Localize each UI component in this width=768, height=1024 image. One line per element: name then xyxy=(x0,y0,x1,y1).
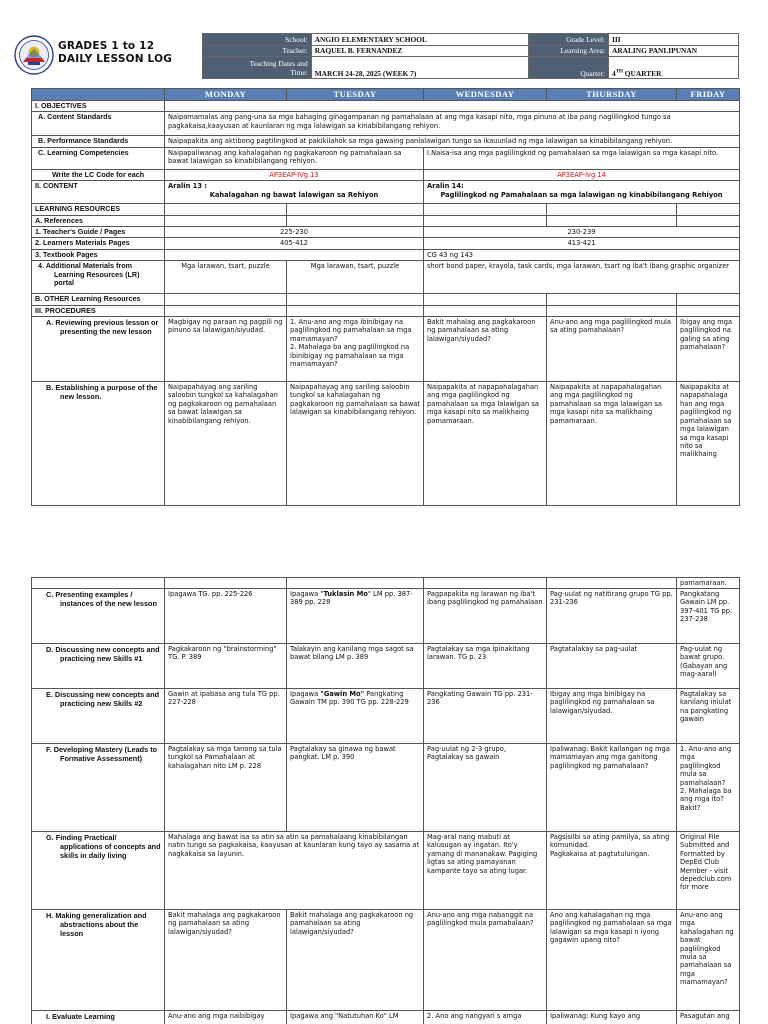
procedure-h-label: H. Making generalization and abstractions about the lesson xyxy=(32,910,165,1011)
procedure-a-fri: Ibigay ang mga paglilingkod na galing sa ating pamahalaan? xyxy=(677,317,740,382)
procedure-f-label: F. Developing Mastery (Leads to Formative Assessment) xyxy=(32,744,165,832)
learners-materials-mon-tue: 405-412 xyxy=(165,238,424,249)
additional-materials-tue: Mga larawan, tsart, puzzle xyxy=(287,261,424,294)
learning-competencies-label: C. Learning Competencies xyxy=(32,147,165,169)
content-standards-label: A. Content Standards xyxy=(32,112,165,136)
teachers-guide-row xyxy=(32,227,740,238)
quarter-label: Quarter: xyxy=(529,57,609,79)
procedure-f-fri: 1. Anu-ano ang mga paglilingkod mula sa pamahalaan? 2. Mahalaga ba ang mga ito? Bakit? xyxy=(677,744,740,832)
textbook-pages-blank xyxy=(165,249,424,260)
pr-blank-fri xyxy=(677,305,740,316)
learning-area-label: Learning Area: xyxy=(529,45,609,57)
additional-materials-wed-fri: short bond paper, krayola, task cards, mga larawan, tsart ng iba't ibang graphic organizer xyxy=(424,261,740,294)
document-title-line2: DAILY LESSON LOG xyxy=(58,53,173,65)
procedure-e-tue-post: Pangkating Gawain TM pp. 390 TG pp. 228-229 xyxy=(290,690,409,707)
procedure-c-tue-bold: Tuklasin Mo xyxy=(323,590,368,598)
pr-blank-tue xyxy=(287,305,424,316)
procedure-i-label: I. Evaluate Learning xyxy=(32,1011,165,1024)
procedure-d-fri: Pag-uulat ng bawat grupo. (Gabayan ang mag-aaral) xyxy=(677,644,740,689)
procedure-f-tue: Pagtalakay sa ginawa ng bawat pangkat. LM p. 390 xyxy=(287,744,424,832)
deped-seal-icon xyxy=(14,35,54,75)
procedure-c-fri: Pangkatang Gawain LM pp. 397-401 TG pp. 237-238 xyxy=(677,589,740,644)
other-resources-label: B. OTHER Learning Resources xyxy=(32,294,165,305)
procedure-e-tue-pre: Ipagawa xyxy=(290,690,321,698)
procedure-b-wed: Naipapakita at napapahalagahan ang mga paglilingkod ng pamahalaan sa mga lalawigan sa mga kasapi nito sa malikhaing pamamaraan. xyxy=(424,382,547,506)
day-header-row xyxy=(32,89,740,101)
ref-blank-wed xyxy=(424,215,547,226)
lesson-log-table-page2 xyxy=(31,577,740,1024)
teacher-value: RAQUEL B. FERNANDEZ xyxy=(311,45,529,57)
procedure-c-thu: Pag-uulat ng natitirang grupo TG pp. 231-236 xyxy=(547,589,677,644)
procedures-row xyxy=(32,305,740,316)
teaching-dates-label xyxy=(203,57,312,79)
learning-resources-label: LEARNING RESOURCES xyxy=(32,204,165,215)
continuation-fri: pamamaraan. xyxy=(677,578,740,589)
procedure-i-thu: Ipaliwanag: Kung kayo ang xyxy=(547,1011,677,1024)
day-monday: MONDAY xyxy=(165,89,287,101)
aralin14-cell xyxy=(424,181,740,204)
procedure-a-label: A. Reviewing previous lesson or presenting the new lesson xyxy=(32,317,165,382)
procedure-b-label: B. Establishing a purpose of the new lesson. xyxy=(32,382,165,506)
ref-blank-fri xyxy=(677,215,740,226)
procedure-g-wed: Mag-aral nang mabuti at kalusugan ay ingatan. Ito'y yamang di mananakaw. Pagiging ligtas sa ating pamayanan kampante tayo sa ating lugar. xyxy=(424,832,547,910)
textbook-pages-row xyxy=(32,249,740,260)
aralin13-label: Aralin 13 : xyxy=(168,182,207,191)
or-blank-thu xyxy=(547,294,677,305)
lesson-log-table-page1 xyxy=(31,88,740,506)
procedure-g-thu: Pagsisilbi sa ating pamilya, sa ating komunidad. Pagkakaisa at pagtutulungan. xyxy=(547,832,677,910)
objectives-label: I. OBJECTIVES xyxy=(32,101,165,112)
procedure-b-fri: Naipapakita at napapahalaga han ang mga paglilingkod ng pamahalaan sa mga lalawigan sa mga kasapi nito sa malikhaing xyxy=(677,382,740,506)
procedure-f-row xyxy=(32,744,740,832)
procedure-h-thu: Ano ang kahalagahan ng mga paglilingkod ng pamahalaan sa mga lalawigan sa mga kasapi n iyong gagawin upang nito? xyxy=(547,910,677,1011)
aralin14-title: Paglilingkod ng Pamahalaan sa mga lalawigan ng kinabibilangang Rehiyon xyxy=(440,190,723,199)
quarter-value xyxy=(608,57,738,79)
performance-standards-text: Naipapakita ang aktibong pagtilingkod at pakikilahok sa mga gawaing panlalawigan tungo sa ikauunlad ng mga lalawigan sa kinabibilangang rehiyon. xyxy=(165,136,740,147)
lr-blank-mon xyxy=(165,204,287,215)
day-thursday: THURSDAY xyxy=(547,89,677,101)
ref-blank-mon xyxy=(165,215,287,226)
cont-blank-label xyxy=(32,578,165,589)
procedure-c-label: C. Presenting examples / instances of the new lesson xyxy=(32,589,165,644)
aralin13-title: Kahalagahan ng bawat lalawigan sa Rehiyon xyxy=(209,190,379,199)
cont-blank-mon xyxy=(165,578,287,589)
procedure-e-fri: Pagtalakay sa kanilang iniulat na pangkating gawain xyxy=(677,689,740,744)
procedure-e-mon: Gawin at ipabasa ang tula TG pp. 227-228 xyxy=(165,689,287,744)
procedure-h-tue: Bakit mahalaga ang pagkakaroon ng pamahalaan sa ating lalawigan/siyudad? xyxy=(287,910,424,1011)
lc-code-label: Write the LC Code for each xyxy=(32,169,165,180)
lr-blank-thu xyxy=(547,204,677,215)
continuation-row xyxy=(32,578,740,589)
procedure-c-row xyxy=(32,589,740,644)
or-blank-mon xyxy=(165,294,287,305)
lr-blank-fri xyxy=(677,204,740,215)
procedure-c-tue-post: " LM pp. 387-389 pp. 228 xyxy=(290,590,413,607)
or-blank-tue xyxy=(287,294,424,305)
performance-standards-label: B. Performance Standards xyxy=(32,136,165,147)
procedure-b-tue: Naipapahayag ang sariling saloobin tungkol sa kahalagahan ng pagkakaroon ng pamahalaan sa bawat lalawigan sa kinabibilangang rehiyon. xyxy=(287,382,424,506)
quarter-suffix: TH xyxy=(615,69,623,75)
additional-materials-mon: Mga larawan, tsart, puzzle xyxy=(165,261,287,294)
procedure-d-wed: Pagtalakay sa mga ipinakitang larawan. TG p. 23 xyxy=(424,644,547,689)
performance-standards-row xyxy=(32,136,740,147)
pr-blank-mon xyxy=(165,305,287,316)
procedure-h-mon: Bakit mahalaga ang pagkakaroon ng pamahalaan sa ating lalawigan/siyudad? xyxy=(165,910,287,1011)
quarter-number: 4 xyxy=(611,69,616,78)
info-table xyxy=(202,33,739,79)
procedure-e-row xyxy=(32,689,740,744)
cont-blank-wed xyxy=(424,578,547,589)
or-blank-wed xyxy=(424,294,547,305)
content-standards-text: Naipamamalas ang pang-una sa mga bahaging ginagampanan ng pamahalaan at ang mga kasapi nito, mga pinuno at iba pang naglilingkod tungo sa pagkakaisa,kaayusan at kaunlaran ng mga lalawigan sa kinabibilangang rehiyon. xyxy=(165,112,740,136)
aralin14-label: Aralin 14: xyxy=(427,182,464,191)
teaching-dates-value: MARCH 24-28, 2025 (WEEK 7) xyxy=(311,57,529,79)
teachers-guide-label: 1. Teacher's Guide / Pages xyxy=(32,227,165,238)
day-tuesday: TUESDAY xyxy=(287,89,424,101)
procedure-e-tue-bold: "Gawin Mo" xyxy=(320,690,365,698)
document-title-line1: GRADES 1 to 12 xyxy=(58,40,155,52)
procedure-a-mon: Magbigay ng paraan ng pagpili ng pinuno sa lalawigan/siyudad. xyxy=(165,317,287,382)
aralin13-cell xyxy=(165,181,424,204)
additional-materials-row xyxy=(32,261,740,294)
procedure-c-tue-pre: Ipagawa " xyxy=(290,590,324,598)
procedure-i-wed: 2. Ano ang nangyari s amga xyxy=(424,1011,547,1024)
quarter-word: QUARTER xyxy=(622,69,662,78)
procedure-e-label: E. Discussing new concepts and practicing new Skills #2 xyxy=(32,689,165,744)
procedure-b-thu: Naipapakita at napapahalagahan ang mga paglilingkod ng pamahalaan sa mga lalawigan sa mga kasapi nito sa malikhaing pamamaraan. xyxy=(547,382,677,506)
school-value: ANGIO ELEMENTARY SCHOOL xyxy=(311,34,529,46)
procedure-e-tue xyxy=(287,689,424,744)
content-standards-row xyxy=(32,112,740,136)
teaching-dates-label-line2: Time: xyxy=(290,67,308,77)
content-label: II. CONTENT xyxy=(32,181,165,204)
procedure-h-row xyxy=(32,910,740,1011)
day-friday: FRIDAY xyxy=(677,89,740,101)
procedure-g-label: G. Finding Practical/ applications of concepts and skills in daily living xyxy=(32,832,165,910)
references-label: A. References xyxy=(32,215,165,226)
ref-blank-tue xyxy=(287,215,424,226)
procedure-d-thu: Pagtatalakay sa pag-uulat xyxy=(547,644,677,689)
learning-area-value: ARALING PANLIPUNAN xyxy=(608,45,738,57)
teacher-label: Teacher: xyxy=(203,45,312,57)
procedure-d-label: D. Discussing new concepts and practicing new Skills #1 xyxy=(32,644,165,689)
procedure-d-row xyxy=(32,644,740,689)
procedure-a-tue: 1. Anu-ano ang mga ibinibigay na paglilingkod ng pamahalaan sa mga mamamayan? 2. Mahalaga ba ang paglilingkod na ibinibigay ng pamahalaan sa mga mamamayan? xyxy=(287,317,424,382)
lr-blank-wed xyxy=(424,204,547,215)
day-header-blank xyxy=(32,89,165,101)
procedure-b-row xyxy=(32,382,740,506)
procedure-g-row xyxy=(32,832,740,910)
learning-competencies-row xyxy=(32,147,740,169)
or-blank-fri xyxy=(677,294,740,305)
procedure-h-wed: Anu-ano ang mga nabanggit na paglilingkod mula pamahalaan? xyxy=(424,910,547,1011)
content-row xyxy=(32,181,740,204)
ref-blank-thu xyxy=(547,215,677,226)
pr-blank-wed xyxy=(424,305,547,316)
procedure-f-wed: Pag-uulat ng 2-3 grupo, Pagtalakay sa gawain xyxy=(424,744,547,832)
procedure-f-thu: Ipaliwanag: Bakit kailangan ng mga mamamayan ang mga ganitong paglilingkod ng pamahalaan? xyxy=(547,744,677,832)
lc-code-mon-tue: AP3EAP-IVg 13 xyxy=(165,169,424,180)
pr-blank-thu xyxy=(547,305,677,316)
learning-competencies-mon-tue: Naipapaliwanag ang kahalagahan ng pagkakaroon ng pamahalaan sa bawat lalawigan sa kinabibilangang rehiyon. xyxy=(165,147,424,169)
learning-resources-row xyxy=(32,204,740,215)
procedure-i-fri: Pasagutan ang xyxy=(677,1011,740,1024)
cont-blank-tue xyxy=(287,578,424,589)
procedure-d-tue: Talakayin ang kanilang mga sagot sa bawat bilang LM p. 389 xyxy=(287,644,424,689)
lc-code-row xyxy=(32,169,740,180)
learners-materials-wed-fri: 413-421 xyxy=(424,238,740,249)
procedure-g-fri: Original File Submitted and Formatted by DepEd Club Member - visit depedclub.com for more xyxy=(677,832,740,910)
procedure-f-mon: Pagtalakay sa mga tanong sa tula tungkol sa Pamahalaan at kahalagahan nito LM p. 228 xyxy=(165,744,287,832)
procedure-c-tue xyxy=(287,589,424,644)
teaching-dates-label-line1: Teaching Dates and xyxy=(249,58,308,68)
document-header xyxy=(12,33,739,79)
additional-materials-label: 4. Additional Materials from Learning Resources (LR) portal xyxy=(32,261,165,294)
references-row xyxy=(32,215,740,226)
school-label: School: xyxy=(203,34,312,46)
procedure-i-tue: Ipagawa ang "Natutuhan Ko" LM xyxy=(287,1011,424,1024)
procedures-label: III. PROCEDURES xyxy=(32,305,165,316)
procedure-i-mon: Anu-ano ang mga naibibigay xyxy=(165,1011,287,1024)
day-wednesday: WEDNESDAY xyxy=(424,89,547,101)
grade-level-label: Grade Level: xyxy=(529,34,609,46)
learning-competencies-wed-fri: I.Naisa-isa ang mga paglilingkod ng pamahalaan sa mga lalawigan sa mga kasapi nito. xyxy=(424,147,740,169)
procedure-g-mon-tue: Mahalaga ang bawat isa sa atin sa atin sa pamahalaang kinabibilangan natin tungo sa pagkakaisa, kaayusan at kaunlaran kung tayo ay sasama at nagkakaisa sa layunin. xyxy=(165,832,424,910)
objectives-blank xyxy=(165,101,740,112)
textbook-pages-value: CG 43 ng 143 xyxy=(424,249,740,260)
grade-level-value: III xyxy=(608,34,738,46)
lc-code-wed-fri: AP3EAP-Ivg 14 xyxy=(424,169,740,180)
textbook-pages-label: 3. Textbook Pages xyxy=(32,249,165,260)
objectives-row xyxy=(32,101,740,112)
other-resources-row xyxy=(32,294,740,305)
teachers-guide-wed-fri: 230-239 xyxy=(424,227,740,238)
procedure-a-wed: Bakit mahalag ang pagkakaroon ng pamahalaan sa ating lalawigan/siyudad? xyxy=(424,317,547,382)
learners-materials-label: 2. Learners Materials Pages xyxy=(32,238,165,249)
procedure-c-wed: Pagpapakita ng larawan ng iba't ibang paglilingkod ng pamahalaan xyxy=(424,589,547,644)
procedure-d-mon: Pagkakaroon ng "brainstorming" TG. P. 389 xyxy=(165,644,287,689)
procedure-b-mon: Naipapahayag ang sariling saloobin tungkol sa kahalagahan ng pagkakaroon ng pamahalaan sa bawat lalawigan sa kinabibilangang rehiyon. xyxy=(165,382,287,506)
procedure-e-thu: Ibigay ang mga binibigay na paglilingkod ng pamahalaan sa lalawigan/siyudad. xyxy=(547,689,677,744)
procedure-a-thu: Anu-ano ang mga paglilingkod mula sa ating pamahalaan? xyxy=(547,317,677,382)
procedure-c-mon: Ipagawa TG. pp. 225-226 xyxy=(165,589,287,644)
document-title xyxy=(58,40,172,66)
lr-blank-tue xyxy=(287,204,424,215)
cont-blank-thu xyxy=(547,578,677,589)
teachers-guide-mon-tue: 225-230 xyxy=(165,227,424,238)
procedure-i-row xyxy=(32,1011,740,1024)
learners-materials-row xyxy=(32,238,740,249)
procedure-e-wed: Pangkating Gawain TG pp. 231-236 xyxy=(424,689,547,744)
procedure-a-row xyxy=(32,317,740,382)
procedure-h-fri: Anu-ano ang mga kahalagahan ng bawat paglilingkod mula sa pamahalaan sa mga mamamayan? xyxy=(677,910,740,1011)
